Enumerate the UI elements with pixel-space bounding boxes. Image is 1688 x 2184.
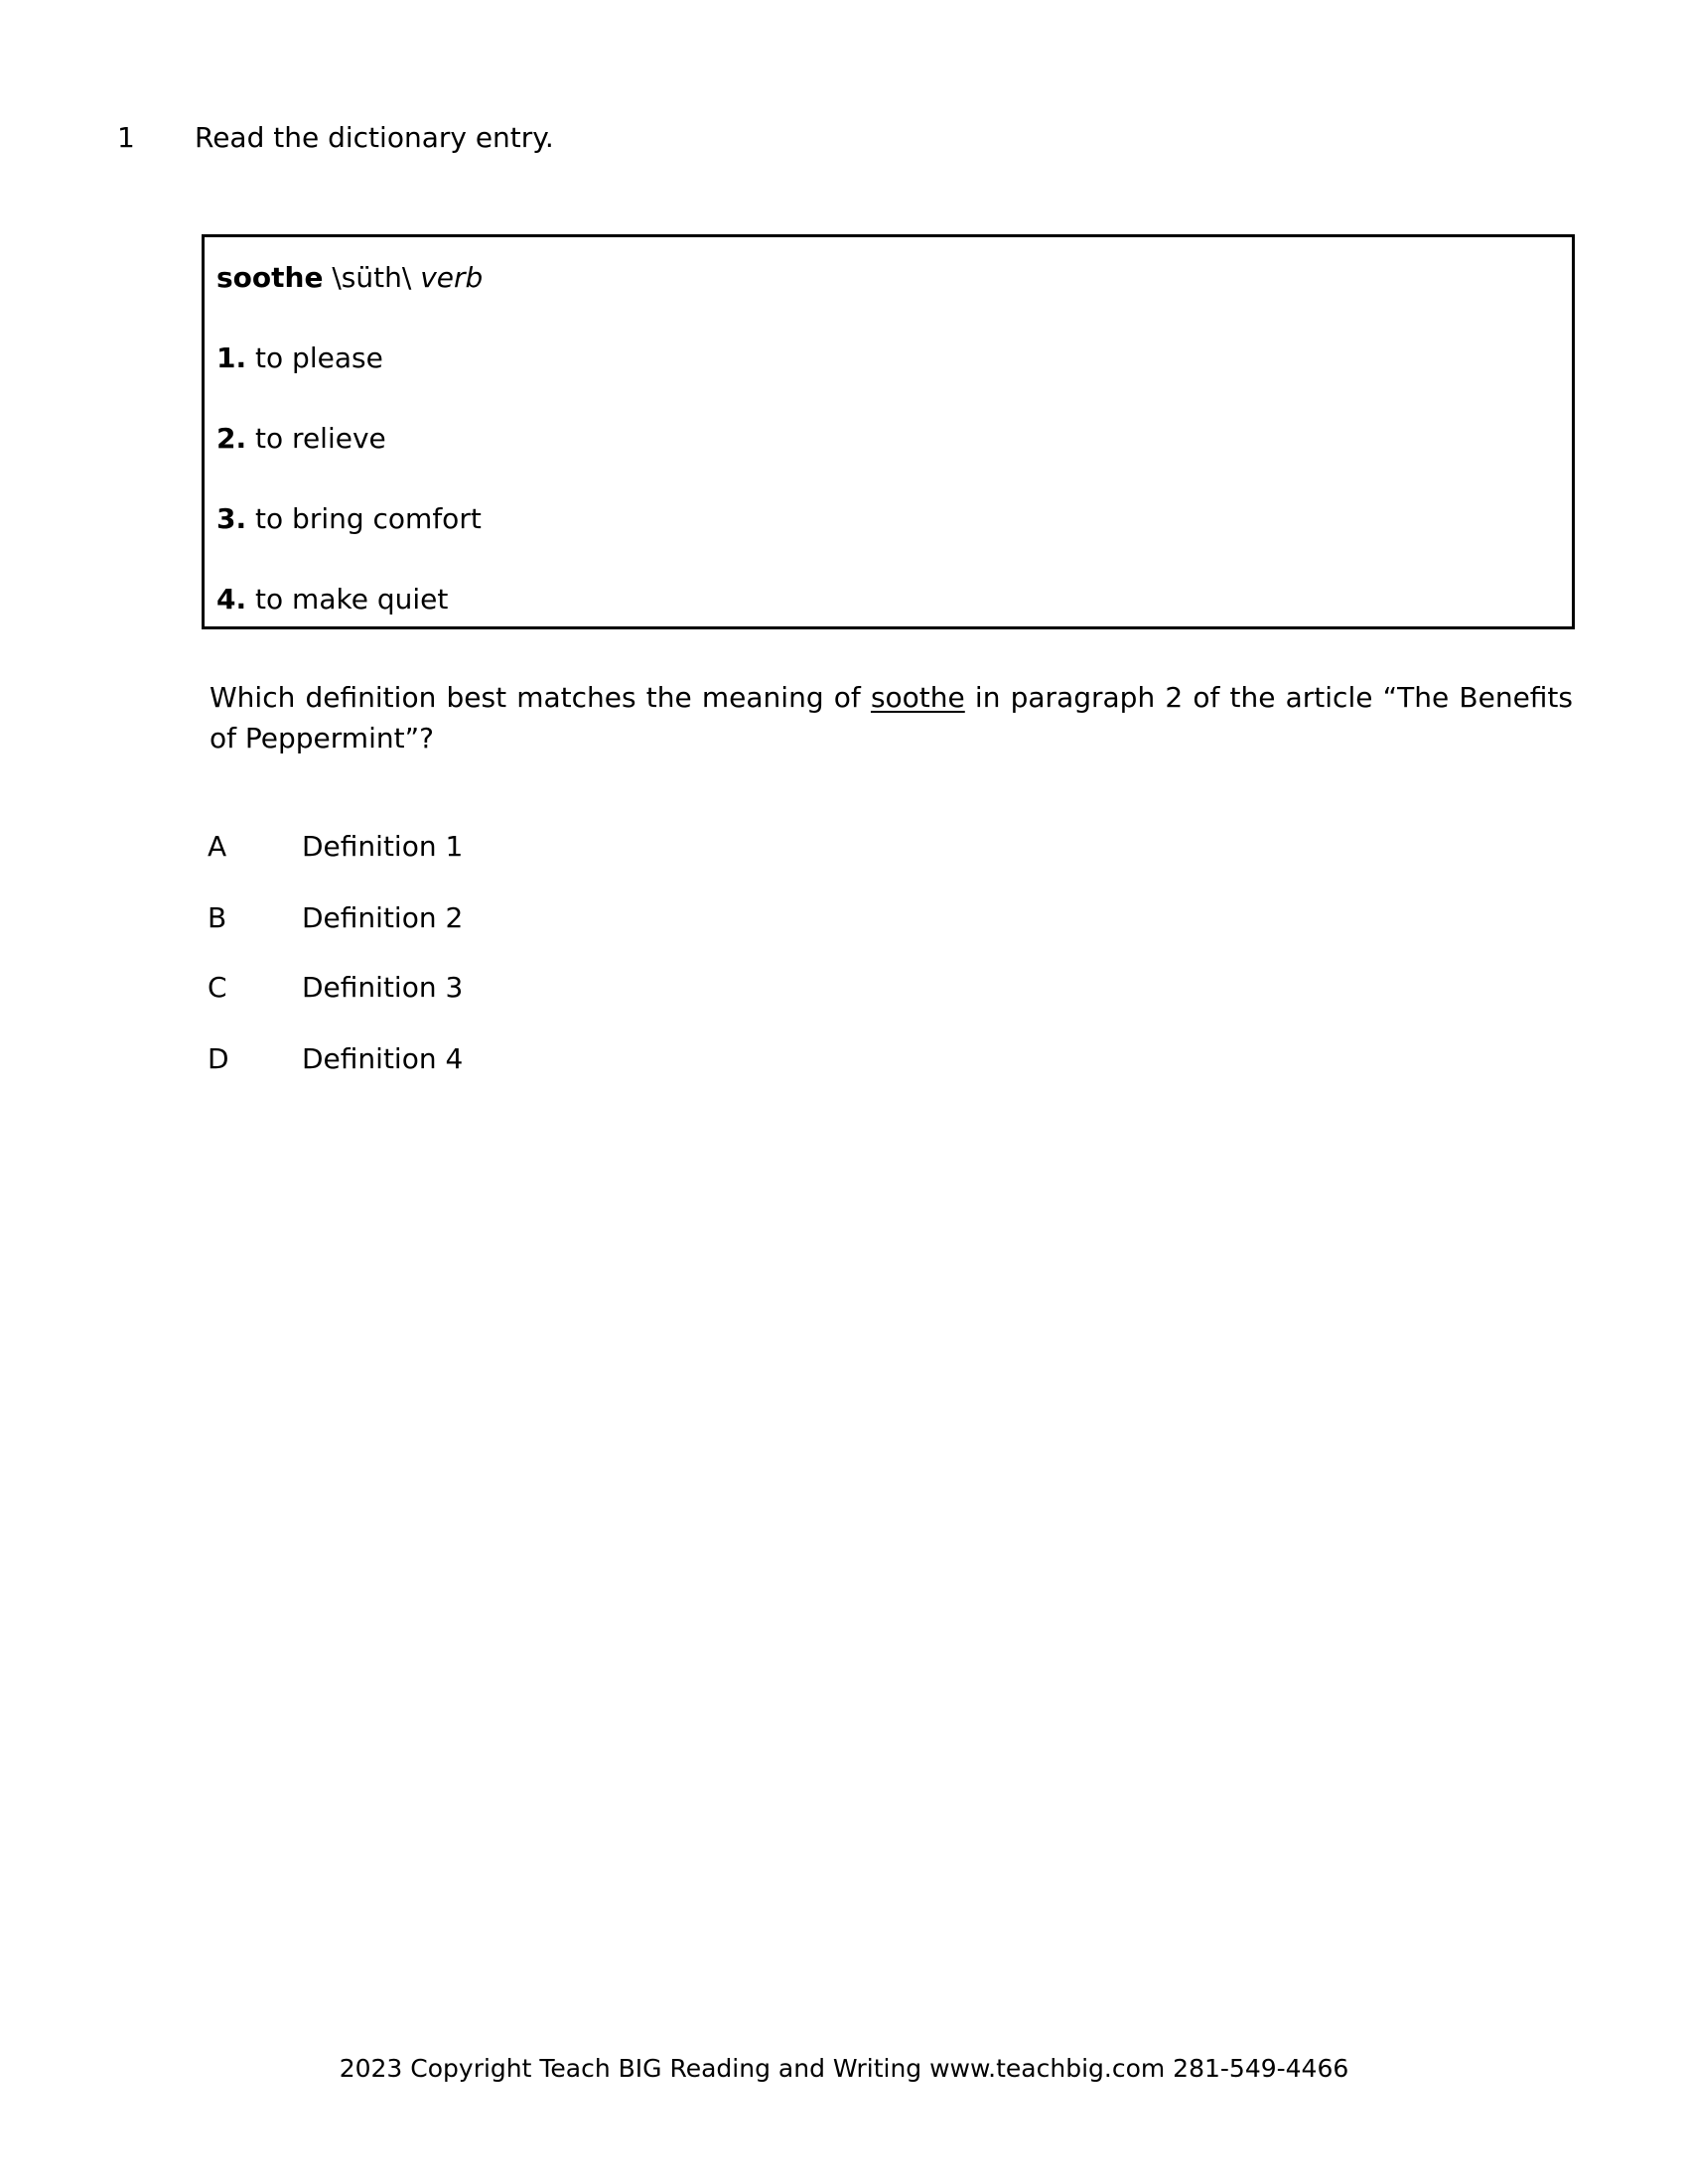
- option-text[interactable]: Definition 3: [302, 971, 464, 1004]
- stem-text-after: in paragraph 2 of the article “The Benefits of Peppermint”?: [210, 681, 1573, 754]
- definition-text: to please: [255, 341, 383, 374]
- definition-number: 4.: [216, 583, 247, 615]
- definition-1: [216, 341, 383, 375]
- option-letter[interactable]: B: [208, 901, 227, 934]
- definition-4: [216, 583, 448, 616]
- definition-text: to make quiet: [255, 583, 449, 615]
- definition-2: [216, 422, 386, 456]
- option-letter[interactable]: A: [208, 830, 227, 863]
- underlined-target-word: soothe: [870, 681, 965, 714]
- option-text[interactable]: Definition 4: [302, 1042, 464, 1075]
- pronunciation: \süth\: [332, 261, 412, 294]
- option-letter[interactable]: C: [208, 971, 227, 1004]
- part-of-speech: verb: [420, 261, 484, 294]
- definition-number: 1.: [216, 341, 247, 374]
- question-number: 1: [117, 121, 135, 154]
- stem-text-before: Which definition best matches the meaning of: [210, 681, 871, 714]
- definition-number: 3.: [216, 502, 247, 535]
- dictionary-entry-box: [202, 234, 1575, 629]
- definition-text: to relieve: [255, 422, 386, 455]
- option-text[interactable]: Definition 1: [302, 830, 464, 863]
- option-text[interactable]: Definition 2: [302, 901, 464, 934]
- headword: soothe: [216, 261, 324, 294]
- definition-3: [216, 502, 482, 536]
- question-prompt: Read the dictionary entry.: [195, 121, 554, 154]
- question-stem: [210, 677, 1573, 758]
- copyright-footer: 2023 Copyright Teach BIG Reading and Writing www.teachbig.com 281-549-4466: [339, 2054, 1349, 2083]
- dictionary-headword-line: [216, 261, 483, 295]
- definition-number: 2.: [216, 422, 247, 455]
- option-letter[interactable]: D: [208, 1042, 229, 1075]
- definition-text: to bring comfort: [255, 502, 482, 535]
